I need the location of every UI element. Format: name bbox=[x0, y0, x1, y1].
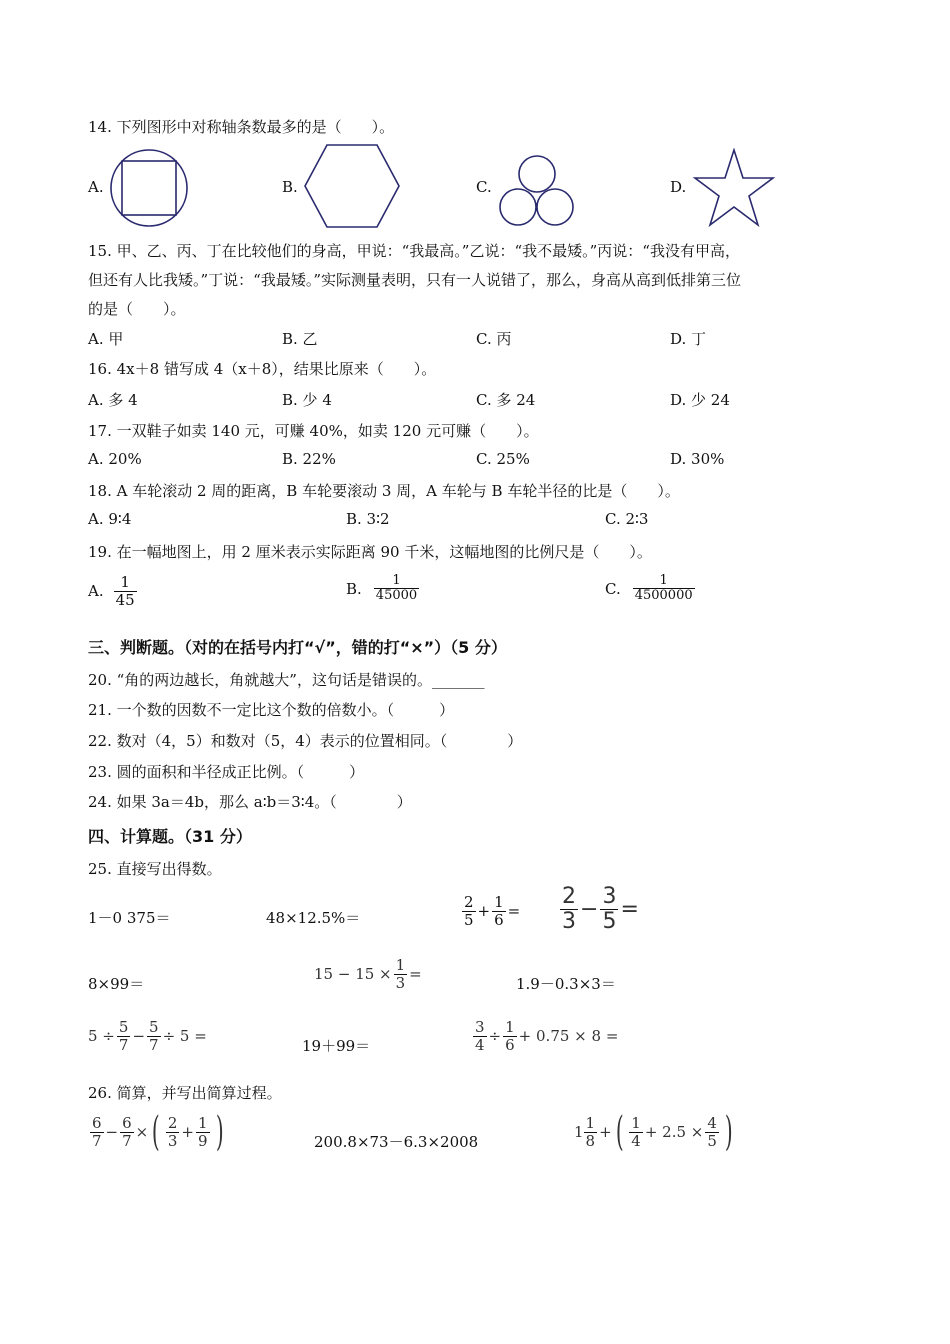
simplify-3: 1 $\frac{1}{8}$ + ( $\frac{1}{4}$ + 2.5 × $\frac{4}{5}$ ) bbox=[574, 1109, 733, 1155]
q18-option-b: B. 3∶2 bbox=[346, 510, 390, 528]
star-icon bbox=[692, 148, 776, 228]
q15-option-c: C. 丙 bbox=[476, 330, 512, 348]
q22: 22. 数对（4，5）和数对（5，4）表示的位置相同。（ ） bbox=[88, 732, 523, 750]
right-paren: ) bbox=[724, 1109, 733, 1155]
q25-stem: 25. 直接写出得数。 bbox=[88, 860, 222, 878]
q26-stem: 26. 简算，并写出简算过程。 bbox=[88, 1084, 282, 1102]
hexagon-icon bbox=[303, 143, 401, 229]
q14-option-d: D. bbox=[670, 178, 687, 196]
calc-r1-a: 1－0 375＝ bbox=[88, 909, 171, 927]
q14-option-a: A. bbox=[88, 178, 104, 196]
q19-option-c-fraction: $\frac{1}{4500000}$ bbox=[634, 573, 693, 604]
q20: 20. “角的两边越长，角就越大”，这句话是错误的。_______ bbox=[88, 671, 485, 689]
left-paren: ( bbox=[152, 1109, 160, 1155]
calc-r1-b: 48×12.5%＝ bbox=[266, 909, 361, 927]
q15-line-3: 的是（ ）。 bbox=[88, 300, 186, 318]
q24: 24. 如果 3a＝4b，那么 a∶b＝3∶4。（ ） bbox=[88, 793, 412, 811]
q18-stem: 18. A 车轮滚动 2 周的距离，B 车轮要滚动 3 周，A 车轮与 B 车轮半径的比是（ ）。 bbox=[88, 482, 680, 500]
q19-stem: 19. 在一幅地图上，用 2 厘米表示实际距离 90 千米，这幅地图的比例尺是（ ）。 bbox=[88, 543, 652, 561]
q14-stem: 14. 下列图形中对称轴条数最多的是（ ）。 bbox=[88, 118, 395, 136]
left-paren: ( bbox=[615, 1109, 624, 1155]
q15-line-1: 15. 甲、乙、丙、丁在比较他们的身高，甲说：“我最高。”乙说：“我不最矮。”丙说：“我没有甲高， bbox=[88, 242, 740, 260]
calc-r3-c: $\frac{3}{4}$ ÷ $\frac{1}{6}$ + 0.75 × 8 = bbox=[475, 1018, 619, 1054]
q18-option-c: C. 2∶3 bbox=[605, 510, 649, 528]
q17-option-d: D. 30% bbox=[670, 450, 725, 468]
section4-title: 四、计算题。（31 分） bbox=[88, 827, 252, 846]
q17-stem: 17. 一双鞋子如卖 140 元，可赚 40%，如卖 120 元可赚（ ）。 bbox=[88, 422, 539, 440]
q23: 23. 圆的面积和半径成正比例。（ ） bbox=[88, 763, 365, 781]
q15-option-a: A. 甲 bbox=[88, 330, 124, 348]
q19-option-b-fraction: $\frac{1}{45000}$ bbox=[375, 573, 418, 604]
q16-option-a: A. 多 4 bbox=[88, 391, 138, 409]
calc-r2-b: 15 − 15 × $\frac{1}{3}$ = bbox=[314, 956, 422, 992]
q16-option-c: C. 多 24 bbox=[476, 391, 536, 409]
q15-option-b: B. 乙 bbox=[282, 330, 318, 348]
q17-option-c: C. 25% bbox=[476, 450, 530, 468]
q17-option-a: A. 20% bbox=[88, 450, 142, 468]
square-in-circle-icon bbox=[108, 147, 190, 229]
calc-r3-a: 5 ÷ $\frac{5}{7}$ − $\frac{5}{7}$ ÷ 5 = bbox=[88, 1018, 207, 1054]
calc-r1-d: $\frac{2}{3}$ − $\frac{3}{5}$ = bbox=[562, 884, 639, 935]
q15-line-2: 但还有人比我矮。”丁说：“我最矮。”实际测量表明，只有一人说错了，那么，身高从高到低排第三位 bbox=[88, 271, 742, 289]
simplify-1: $\frac{6}{7}$ − $\frac{6}{7}$ × ( $\frac{2}{3}$ + $\frac{1}{9}$ ) bbox=[92, 1109, 224, 1155]
calc-r2-c: 1.9－0.3×3＝ bbox=[516, 975, 616, 993]
q17-option-b: B. 22% bbox=[282, 450, 336, 468]
calc-r3-b: 19＋99＝ bbox=[302, 1037, 371, 1055]
q15-option-d: D. 丁 bbox=[670, 330, 707, 348]
q21: 21. 一个数的因数不一定比这个数的倍数小。（ ） bbox=[88, 701, 455, 719]
three-circles-icon bbox=[497, 154, 577, 230]
q16-option-d: D. 少 24 bbox=[670, 391, 730, 409]
q16-stem: 16. 4x＋8 错写成 4（x＋8），结果比原来（ ）。 bbox=[88, 360, 437, 378]
calc-r1-c: $\frac{2}{5}$ + $\frac{1}{6}$ = bbox=[464, 893, 521, 929]
q14-option-b: B. bbox=[282, 178, 298, 196]
q18-option-a: A. 9∶4 bbox=[88, 510, 132, 528]
simplify-2: 200.8×73－6.3×2008 bbox=[314, 1133, 479, 1151]
q16-option-b: B. 少 4 bbox=[282, 391, 332, 409]
q19-option-a: A. $\frac{1}{45}$ bbox=[88, 573, 135, 609]
calc-r2-a: 8×99＝ bbox=[88, 975, 145, 993]
q19-option-b: B. $\frac{1}{45000}$ bbox=[346, 573, 418, 604]
q14-option-c: C. bbox=[476, 178, 492, 196]
q19-option-c: C. $\frac{1}{4500000}$ bbox=[605, 573, 693, 604]
right-paren: ) bbox=[215, 1109, 224, 1155]
section3-title: 三、判断题。（对的在括号内打“√”，错的打“×”）（5 分） bbox=[88, 638, 507, 657]
q19-option-a-fraction: $\frac{1}{45}$ bbox=[115, 573, 135, 609]
